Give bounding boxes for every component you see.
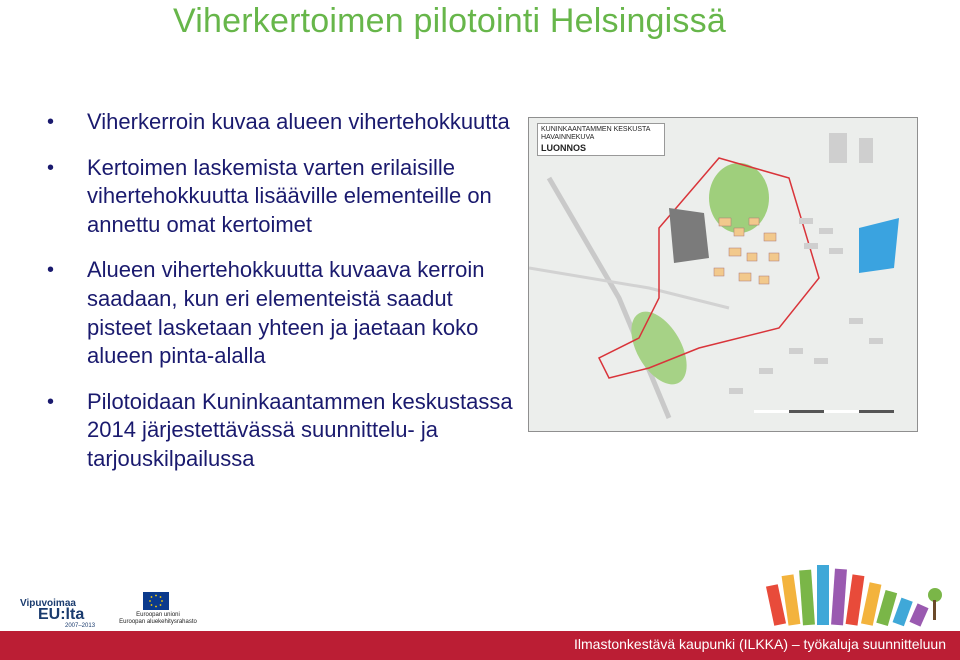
slide-title: Viherkertoimen pilotointi Helsingissä <box>173 2 726 40</box>
map-illustration <box>529 118 917 431</box>
map-title: KUNINKAANTAMMEN KESKUSTA <box>541 126 651 133</box>
eu-years: 2007–2013 <box>65 623 96 629</box>
bullet-list <box>40 108 520 491</box>
eu-text <box>103 612 213 626</box>
vipuvoimaa-logo: Vipuvoimaa <box>20 598 76 609</box>
bullet-item: • Pilotoidaan Kuninkaantammen keskustassa 2014 järjestettävässä suunnittelu- ja tarjouskilpailussa <box>40 388 520 474</box>
eu-fund-label: Euroopan aluekehitysrahasto <box>119 619 197 625</box>
bullet-item: • Alueen vihertehokkuutta kuvaava kerroin saadaan, kun eri elementeistä saadut pisteet lasketaan yhteen ja jaetaan koko alueen pinta-alalla <box>40 256 520 370</box>
map-legend <box>537 123 665 156</box>
city-buildings-logo-icon <box>765 555 955 630</box>
eu-union-label: Euroopan unioni <box>136 612 180 618</box>
map-subtitle: HAVAINNEKUVA <box>541 134 595 141</box>
map-label: LUONNOS <box>541 143 586 153</box>
bullet-item: • Kertoimen laskemista varten erilaisille vihertehokkuutta lisääville elementeille on annettu omat kertoimet <box>40 154 520 240</box>
footer-text: Ilmastonkestävä kaupunki (ILKKA) – työkaluja suunnitteluun <box>574 636 946 652</box>
eu-flag-icon <box>143 592 169 610</box>
eu-lta-logo: EU:lta <box>38 606 85 623</box>
site-plan-map <box>528 117 918 432</box>
bullet-item: • Viherkerroin kuvaa alueen vihertehokkuutta <box>40 108 520 137</box>
